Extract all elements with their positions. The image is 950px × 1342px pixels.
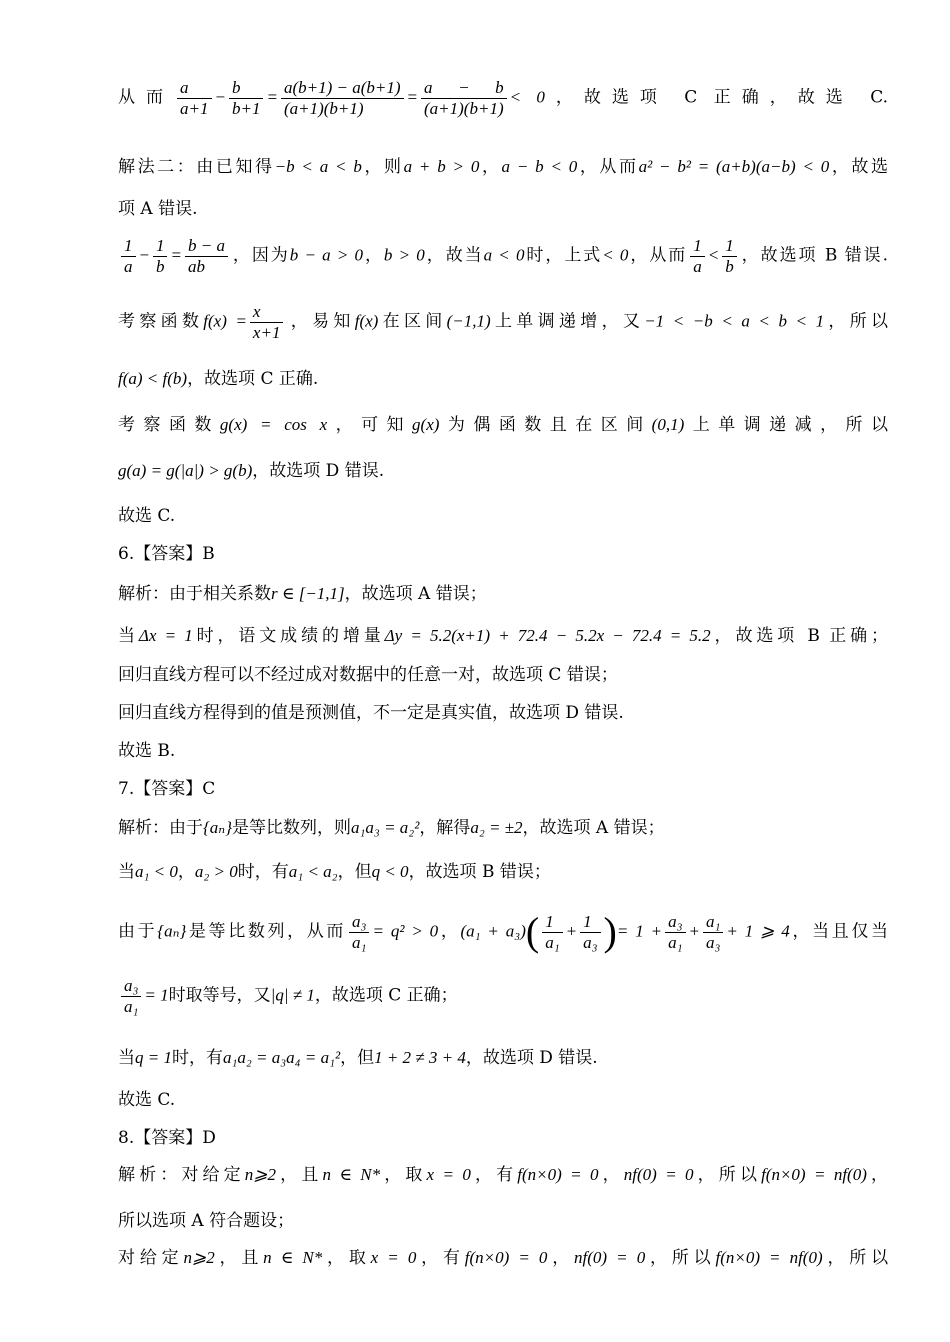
math-expression: − xyxy=(214,87,226,107)
text-run: 当 xyxy=(118,1048,135,1068)
text-line xyxy=(118,976,888,1016)
text-run: ，故选项 A 错误； xyxy=(344,584,487,604)
fraction-denominator: a₃ xyxy=(583,932,598,952)
fraction xyxy=(421,78,507,118)
math-expression: a + b > 0 xyxy=(403,157,480,176)
math-expression: f(n×0) = nf(0) xyxy=(761,1165,867,1184)
text-run: 解析：由于相关系数 xyxy=(118,584,271,604)
math-expression: = xyxy=(266,87,278,107)
fraction xyxy=(349,912,369,952)
fraction-numerator: 1 xyxy=(542,912,562,933)
text-run: ，且 xyxy=(276,1165,323,1185)
math-expression: a < 0 xyxy=(483,245,525,265)
math-expression: ) xyxy=(603,909,617,954)
math-expression: < xyxy=(707,245,720,265)
fraction xyxy=(542,912,562,952)
text-run: ，当且仅当 xyxy=(789,921,889,942)
math-expression: n⩾2 xyxy=(244,1165,277,1184)
math-expression: ( xyxy=(525,909,540,954)
text-run: ， xyxy=(363,245,384,266)
text-run: 故选 C. xyxy=(118,506,176,526)
text-run: 故选 B. xyxy=(118,741,176,761)
text-run: 对给定 xyxy=(118,1248,184,1268)
math-expression: f(n×0) = 0 xyxy=(464,1248,548,1267)
fraction-numerator: a(b+1) − a(b+1) xyxy=(281,78,404,99)
fraction-numerator: x xyxy=(250,302,284,323)
text-run: ，从而 xyxy=(577,157,639,177)
math-expression: < 0 xyxy=(509,87,545,107)
text-run: ，解得 xyxy=(419,818,471,838)
math-expression: g(x) = cos x xyxy=(219,415,328,434)
fraction xyxy=(185,236,228,276)
text-line xyxy=(118,1247,888,1269)
text-line xyxy=(118,414,888,436)
answer-heading xyxy=(118,778,888,800)
text-run: 当 xyxy=(118,862,135,882)
math-expression: a₁a₂ = a₃a₄ = a₁² xyxy=(222,1048,341,1067)
math-expression: n⩾2 xyxy=(183,1248,215,1267)
text-line xyxy=(118,906,888,958)
math-expression: a₁ < a₂ xyxy=(288,862,338,881)
math-expression: r ∈ [−1,1] xyxy=(271,584,345,603)
text-line xyxy=(118,583,888,605)
math-expression: f(a) < f(b) xyxy=(118,369,188,388)
math-expression: q < 0 xyxy=(371,862,409,881)
fraction-denominator: a xyxy=(124,256,133,276)
text-run: ，故选项 C 正确； xyxy=(314,985,458,1006)
fraction xyxy=(121,236,136,276)
fraction xyxy=(722,236,737,276)
text-line xyxy=(118,1164,888,1186)
fraction-denominator: a₃ xyxy=(706,932,721,952)
text-run: ，所以 xyxy=(693,1165,762,1185)
math-expression: = q² > 0 xyxy=(372,921,439,941)
text-run: ，故选项 B 错误. xyxy=(739,245,888,266)
text-line xyxy=(118,505,888,527)
text-run: 解析：由于 xyxy=(118,818,203,838)
math-expression: − xyxy=(138,245,150,265)
text-run: ，则 xyxy=(361,157,404,177)
text-run: ，易知 xyxy=(286,311,355,332)
fraction-numerator: 1 xyxy=(153,236,168,257)
text-run: 时，上式 xyxy=(524,245,603,266)
fraction-denominator: a₁ xyxy=(668,932,683,952)
text-run: ，且 xyxy=(214,1248,264,1268)
fraction-denominator: b+1 xyxy=(232,98,261,118)
fraction xyxy=(153,236,168,276)
text-run: ， xyxy=(177,862,195,882)
fraction-denominator: a+1 xyxy=(180,98,209,118)
text-run: ， xyxy=(866,1165,889,1185)
math-expression: a − b < 0 xyxy=(501,157,578,176)
fraction-denominator: a₁ xyxy=(545,932,560,952)
text-run: 8.【答案】D xyxy=(118,1128,216,1148)
text-run: 解析：对给定 xyxy=(118,1165,245,1185)
text-run: 是等比数列，从而 xyxy=(186,921,347,942)
fraction-denominator: ab xyxy=(187,256,205,276)
math-expression: a² − b² = (a+b)(a−b) < 0 xyxy=(638,157,830,176)
math-expression: f(n×0) = nf(0) xyxy=(715,1248,823,1267)
math-expression: q = 1 xyxy=(135,1048,172,1067)
fraction-numerator: 1 xyxy=(121,236,136,257)
fraction-denominator: x+1 xyxy=(252,322,281,342)
fraction-numerator: 1 xyxy=(722,236,737,257)
text-line xyxy=(118,156,888,178)
text-line xyxy=(118,1089,888,1111)
fraction-denominator: a₁ xyxy=(124,996,139,1016)
math-expression: < 0 xyxy=(602,245,629,265)
math-expression: b > 0 xyxy=(383,245,425,265)
text-run: 所以选项 A 符合题设； xyxy=(118,1211,295,1231)
text-run: 回归直线方程可以不经过成对数据中的任意一对，故选项 C 错误； xyxy=(118,665,618,685)
fraction xyxy=(250,302,284,342)
fraction-numerator: a xyxy=(177,78,211,99)
fraction-numerator: a − b xyxy=(421,78,507,99)
math-expression: Δx = 1 xyxy=(138,626,193,645)
text-line xyxy=(118,198,888,220)
text-line xyxy=(118,664,888,686)
text-line xyxy=(118,817,888,839)
fraction xyxy=(580,912,600,952)
math-expression: f(x) = xyxy=(203,311,247,331)
text-run: 项 A 错误. xyxy=(118,199,198,219)
math-expression: + xyxy=(688,921,700,941)
math-expression: = 1 + xyxy=(616,921,663,941)
text-run: 在区间 xyxy=(378,311,447,332)
fraction xyxy=(665,912,685,952)
math-expression: a₂ > 0 xyxy=(194,862,238,881)
fraction-numerator: a₃ xyxy=(121,976,141,997)
fraction-numerator: 1 xyxy=(580,912,600,933)
text-line xyxy=(118,625,888,647)
math-expression: −b < a < b xyxy=(274,157,362,176)
text-run: ，可知 xyxy=(327,415,413,435)
text-run: 上单调递增，又 xyxy=(490,311,645,332)
text-run: ，故当 xyxy=(424,245,484,266)
math-expression: = xyxy=(406,87,419,107)
text-run: 解法二：由已知得 xyxy=(118,157,275,177)
text-run: ，取 xyxy=(380,1165,427,1185)
math-expression: + xyxy=(565,921,578,941)
fraction xyxy=(177,78,211,118)
fraction-numerator: b − a xyxy=(185,236,228,257)
math-expression: b − a > 0 xyxy=(289,245,364,265)
fraction-denominator: b xyxy=(725,256,734,276)
fraction-numerator: a₃ xyxy=(349,912,369,933)
math-expression: x = 0 xyxy=(370,1248,417,1267)
fraction-numerator: b xyxy=(229,78,263,99)
answer-heading xyxy=(118,543,888,565)
text-run: ，所以 xyxy=(822,1248,889,1268)
math-expression: a₁ < 0 xyxy=(135,862,178,881)
math-expression: g(x) xyxy=(412,415,440,434)
fraction-numerator: 1 xyxy=(690,236,705,257)
fraction-denominator: (a+1)(b+1) xyxy=(424,98,504,118)
math-expression: g(a) = g(|a|) > g(b) xyxy=(118,461,253,480)
math-expression: −1 < −b < a < b < 1 xyxy=(644,311,825,331)
text-run: ，所以 xyxy=(824,311,889,332)
text-run: 上单调递减，所以 xyxy=(684,415,889,435)
text-run: ，但 xyxy=(337,862,372,882)
text-run: ，但 xyxy=(340,1048,375,1068)
text-run: 故选 C. xyxy=(118,1090,176,1110)
text-run: ，取 xyxy=(322,1248,371,1268)
text-line xyxy=(118,740,888,762)
text-run: 由于 xyxy=(118,921,158,942)
text-run: ，故选项 C 正确，故选 C. xyxy=(544,87,888,108)
text-line xyxy=(118,1210,888,1232)
math-expression: f(n×0) = 0 xyxy=(517,1165,599,1184)
math-expression: (0,1) xyxy=(651,415,685,434)
text-line xyxy=(118,78,888,118)
math-expression: nf(0) = 0 xyxy=(574,1248,646,1267)
math-expression: a₁a₃ = a₂² xyxy=(351,818,420,837)
math-expression: x = 0 xyxy=(426,1165,471,1184)
text-run: ，故选项 D 错误. xyxy=(465,1048,598,1068)
fraction xyxy=(703,912,723,952)
math-expression: {aₙ} xyxy=(157,921,187,941)
math-expression: = 1 xyxy=(144,985,169,1005)
math-expression: = xyxy=(170,245,182,265)
text-run: ，故选项 A 错误； xyxy=(522,818,665,838)
text-run: ，有 xyxy=(416,1248,465,1268)
math-expression: n ∈ N* xyxy=(322,1165,381,1184)
text-run: 回归直线方程得到的值是预测值，不一定是真实值，故选项 D 错误. xyxy=(118,703,624,723)
text-line xyxy=(118,702,888,724)
fraction xyxy=(229,78,263,118)
text-run: ，故选项 B 正确； xyxy=(710,626,889,646)
fraction-denominator: (a+1)(b+1) xyxy=(283,98,364,118)
math-expression: 1 + 2 ≠ 3 + 4 xyxy=(374,1048,466,1067)
text-line xyxy=(118,1047,888,1069)
math-expression: |q| ≠ 1 xyxy=(270,985,315,1005)
text-run: 7.【答案】C xyxy=(118,779,216,799)
fraction xyxy=(690,236,705,276)
text-run: ， xyxy=(479,157,502,177)
text-line xyxy=(118,302,888,342)
text-run: ， xyxy=(547,1248,575,1268)
text-run: ，故选项 C 正确. xyxy=(187,369,319,389)
text-run: ，因为 xyxy=(230,245,290,266)
text-line xyxy=(118,460,888,482)
fraction-numerator: a₁ xyxy=(703,912,723,933)
math-expression: a₂ = ±2 xyxy=(470,818,523,837)
fraction xyxy=(121,976,141,1016)
fraction-denominator: a₁ xyxy=(352,932,367,952)
math-expression: Δy = 5.2(x+1) + 72.4 − 5.2x − 72.4 = 5.2 xyxy=(384,626,711,645)
math-expression: + 1 ⩾ 4 xyxy=(726,921,790,941)
text-run: ，故选项 D 错误. xyxy=(252,461,385,481)
text-run: 当 xyxy=(118,626,139,646)
fraction-numerator: a₃ xyxy=(665,912,685,933)
text-run: ，所以 xyxy=(645,1248,716,1268)
text-run: 从而 xyxy=(118,87,175,108)
text-run: 时取等号，又 xyxy=(168,985,271,1006)
text-run: 时，有 xyxy=(171,1048,223,1068)
text-run: 时，有 xyxy=(237,862,289,882)
text-run: ，有 xyxy=(470,1165,518,1185)
text-run: 考察函数 xyxy=(118,415,220,435)
text-run: 考察函数 xyxy=(118,311,204,332)
math-expression: (−1,1) xyxy=(446,311,491,331)
math-expression: (a₁ + a₃) xyxy=(460,921,526,941)
text-run: ，故选项 B 错误； xyxy=(408,862,551,882)
text-run: 是等比数列，则 xyxy=(232,818,351,838)
fraction-denominator: a xyxy=(693,256,702,276)
text-run: ， xyxy=(438,921,461,942)
text-line xyxy=(118,368,888,390)
text-run: 为偶函数且在区间 xyxy=(439,415,652,435)
answer-heading xyxy=(118,1127,888,1149)
text-line xyxy=(118,236,888,276)
fraction-denominator: b xyxy=(155,256,165,276)
fraction xyxy=(281,78,404,118)
text-run: 6.【答案】B xyxy=(118,544,215,564)
text-run: ，故选 xyxy=(829,157,888,177)
text-line xyxy=(118,861,888,883)
math-expression: {aₙ} xyxy=(203,818,232,837)
math-expression: n ∈ N* xyxy=(263,1248,323,1267)
text-run: ，从而 xyxy=(628,245,688,266)
text-run: 时，语文成绩的增量 xyxy=(192,626,385,646)
math-expression: f(x) xyxy=(354,311,379,331)
text-run: ， xyxy=(598,1165,624,1185)
math-expression: nf(0) = 0 xyxy=(623,1165,694,1184)
